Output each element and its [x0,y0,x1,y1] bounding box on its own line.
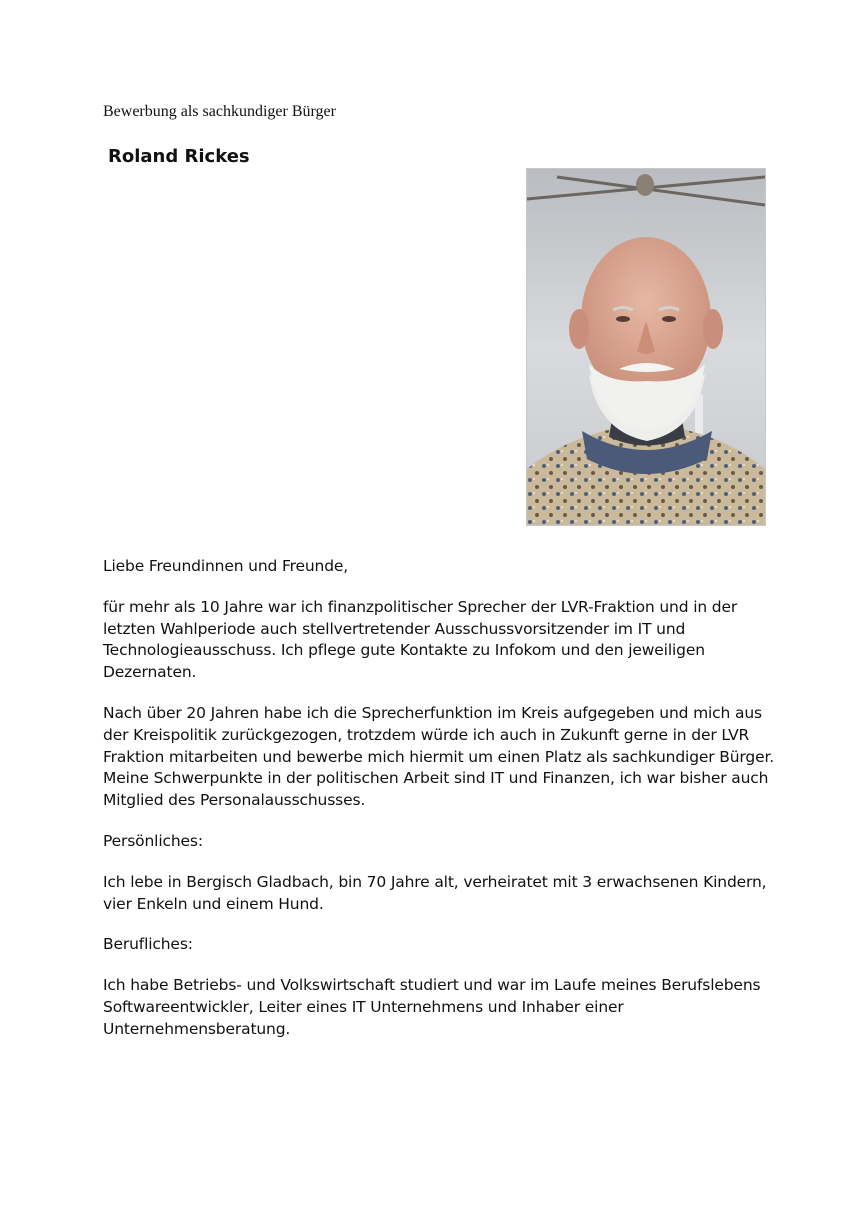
paragraph-personal: Ich lebe in Bergisch Gladbach, bin 70 Jahre alt, verheiratet mit 3 erwachsenen Kindern, vier Enkeln und einem Hund. [103,872,767,913]
heading-personal: Persönliches: [103,831,203,850]
document-title: Bewerbung als sachkundiger Bürger [103,103,336,120]
paragraph-motivation: Nach über 20 Jahren habe ich die Sprecherfunktion im Kreis aufgegeben und mich aus der Kreispolitik zurückgezogen, trotzdem würde ich auch in Zukunft gerne in der LVR Fraktion mitarbeiten und bewerbe mich hiermit um einen Platz als sachkundiger Bürger. Meine Schwerpunkte in der politischen Arbeit sind IT und Finanzen, ich war bisher auch Mitglied des Personalausschusses. [103,703,775,810]
letter-body [103,556,783,1060]
salutation: Liebe Freundinnen und Freunde, [103,557,349,575]
applicant-name: Roland Rickes [108,146,250,167]
paragraph-professional: Ich habe Betriebs- und Volkswirtschaft studiert und war im Laufe meines Berufslebens Softwareentwickler, Leiter eines IT Unternehmens und Inhaber einer Unternehmensberatung. [103,976,761,1038]
portrait-photo [526,168,766,526]
heading-professional: Berufliches: [103,935,193,954]
paragraph-experience: für mehr als 10 Jahre war ich finanzpolitischer Sprecher der LVR-Fraktion und in der letzten Wahlperiode auch stellvertretender Ausschussvorsitzender im IT und Technologieausschuss. Ich pflege gute Kontakte zu Infokom und den jeweiligen Dezernaten. [103,597,738,682]
